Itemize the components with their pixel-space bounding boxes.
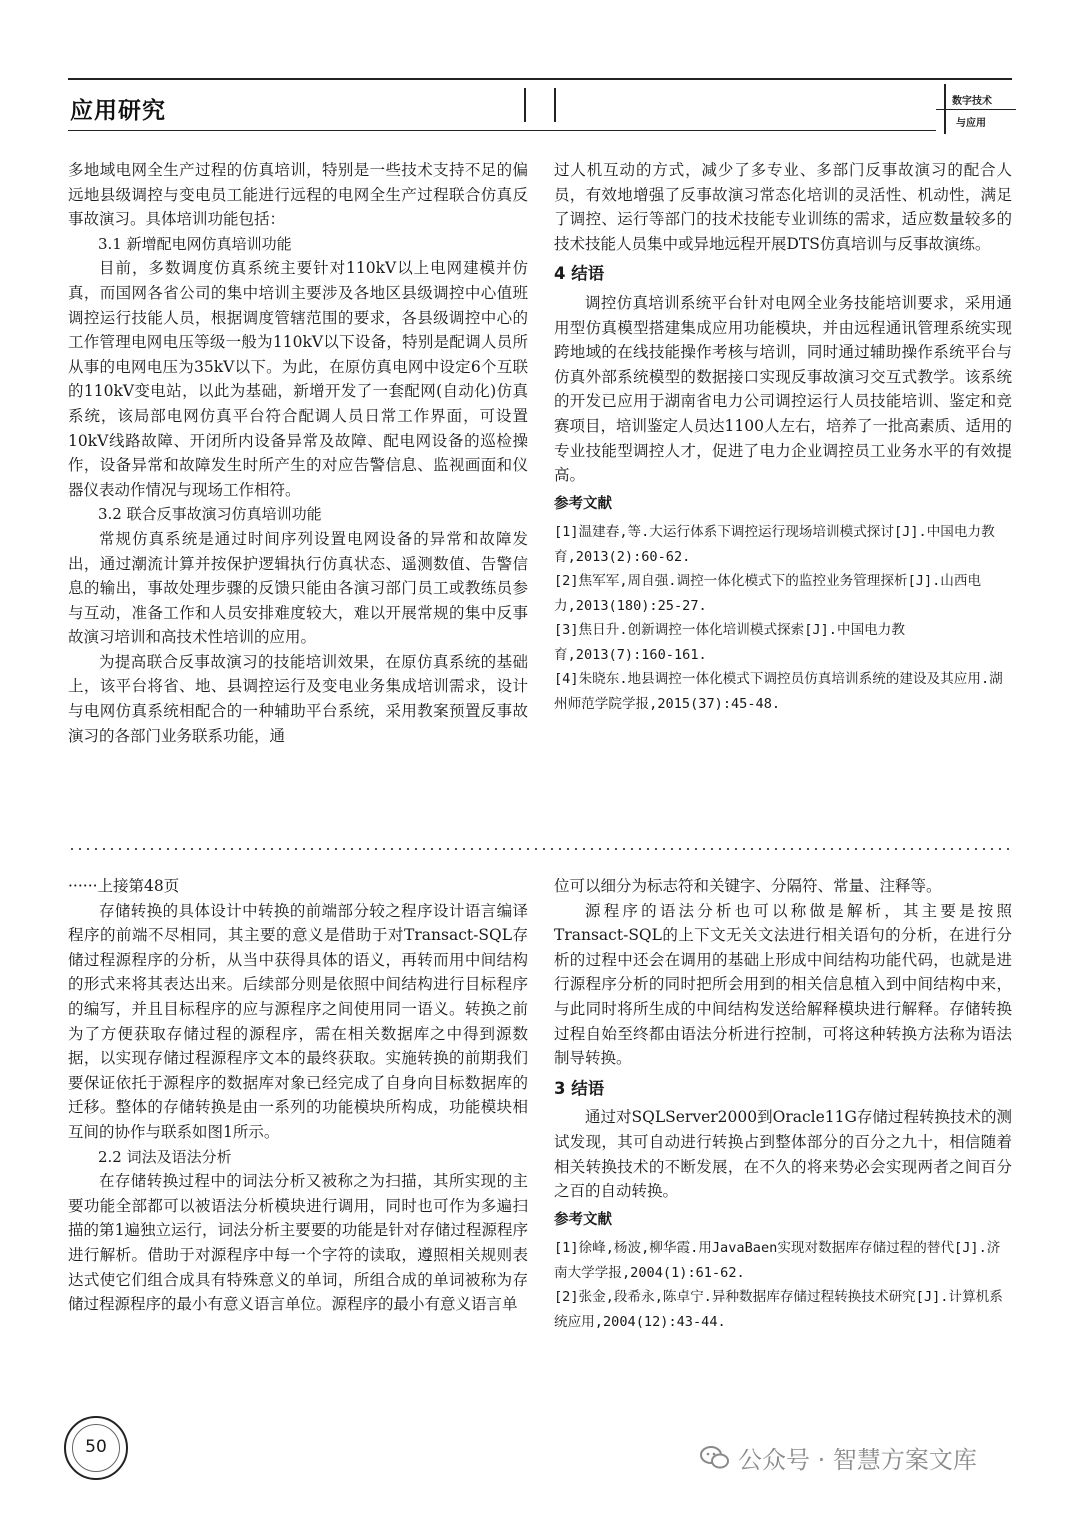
references-heading: 参考文献 bbox=[554, 495, 612, 512]
running-header bbox=[68, 78, 1012, 148]
reference-item: [2]张金,段希永,陈卓宁.异种数据库存储过程转换技术研究[J].计算机系统应用,2004(12):43-44. bbox=[554, 1289, 1003, 1330]
paragraph: 过人机互动的方式，减少了多专业、多部门反事故演习的配合人员，有效地增强了反事故演习常态化培训的灵活性、机动性，满足了调控、运行等部门的技术技能专业训练的需求，适应数量较多的技术技能人员集中或异地远程开展DTS仿真培训与反事故演练。 bbox=[554, 161, 1012, 253]
article-column-bottom-right bbox=[554, 874, 1012, 1334]
header-divider bbox=[524, 88, 526, 122]
paragraph: 在存储转换过程中的词法分析又被称之为扫描，其所实现的主要功能全部都可以被语法分析模块进行调用，同时也可作为多遍扫描的第1遍独立运行，词法分析主要要的功能是针对存储过程源程序进行解析。借助于对源程序中每一个字符的读取，遵照相关规则表达式使它们组合成具有特殊意义的单词，所组合成的单词被称为存储过程源程序的最小有意义语言单位。源程序的最小有意义语言单 bbox=[68, 1172, 528, 1314]
paragraph: 位可以细分为标志符和关键字、分隔符、常量、注释等。 bbox=[554, 877, 942, 895]
paragraph: 调控仿真培训系统平台针对电网全业务技能培训要求，采用通用型仿真模型搭建集成应用功能模块，并由远程通讯管理系统实现跨地域的在线技能操作考核与培训，同时通过辅助操作系统平台与仿真外部系统模型的数据接口实现反事故演习交互式教学。该系统的开发已应用于湖南省电力公司调控运行人员技能培训、鉴定和竞赛项目，培训鉴定人员达1100人左右，培养了一批高素质、适用的专业技能型调控人才，促进了电力企业调控员工业务水平的有效提高。 bbox=[554, 293, 1012, 485]
journal-logo-line2: 与应用 bbox=[956, 118, 986, 129]
header-divider bbox=[554, 88, 556, 122]
dotted-separator bbox=[68, 848, 1012, 850]
references-heading: 参考文献 bbox=[554, 1211, 612, 1228]
watermark-text: 公众号 · 智慧方案文库 bbox=[738, 1446, 977, 1474]
section-heading: 3 结语 bbox=[554, 1078, 605, 1098]
page-number-badge bbox=[64, 1416, 128, 1480]
article-column-top-right bbox=[554, 158, 1012, 716]
reference-item: [4]朱晓东.地县调控一体化模式下调控员仿真培训系统的建设及其应用.湖州师范学院学报,2015(37):45-48. bbox=[554, 671, 1003, 712]
reference-item: [1]徐峰,杨波,柳华霞.用JavaBaen实现对数据库存储过程的替代[J].济南大学学报,2004(1):61-62. bbox=[554, 1240, 1001, 1281]
paragraph: 目前，多数调度仿真系统主要针对110kV以上电网建模并仿真，而国网各省公司的集中培训主要涉及各地区县级调控中心值班调控运行技能人员，根据调度管辖范围的要求，各县级调控中心的工作管理电网电压等级一般为110kV以下设备，特别是配调人员所从事的电网电压为35kV以下。为此，在原仿真电网中设定6个互联的110kV变电站，以此为基础，新增开发了一套配网(自动化)仿真系统，该局部电网仿真平台符合配调人员日常工作界面，可设置10kV线路故障、开闭所内设备异常及故障、配电网设备的巡检操作，设备异常和故障发生时所产生的对应告警信息、监视画面和仪器仪表动作情况与现场工作相符。 bbox=[68, 259, 528, 499]
page-number: 50 bbox=[85, 1437, 107, 1457]
header-bottom-rule bbox=[68, 130, 936, 131]
reference-item: [1]温建春,等.大运行体系下调控运行现场培训模式探讨[J].中国电力教育,2013(2):60-62. bbox=[554, 524, 995, 565]
journal-logo-line1: 数字技术 bbox=[952, 96, 992, 107]
paragraph: 源程序的语法分析也可以称做是解析，其主要是按照Transact-SQL的上下文无关文法进行相关语句的分析，在进行分析的过程中还会在调用的基础上形成中间结构功能代码，也就是进行源程序分析的同时把所会用到的相关信息植入到中间结构中来，与此同时将所生成的中间结构发送给解释模块进行解释。存储转换过程自始至终都由语法分析进行控制，可将这种转换方法称为语法制导转换。 bbox=[554, 901, 1012, 1068]
subsection-heading: 2.2 词法及语法分析 bbox=[98, 1147, 232, 1166]
subsection-heading: 3.1 新增配电网仿真培训功能 bbox=[98, 234, 292, 253]
article-column-top-left bbox=[68, 158, 528, 748]
paragraph: 存储转换的具体设计中转换的前端部分较之程序设计语言编译程序的前端不尽相同，其主要的意义是借助于对Transact-SQL存储过程源程序的分析，从当中获得具体的语义，再转而用中间结构的形式来将其表达出来。后续部分则是依照中间结构进行目标程序的编写，并且目标程序的应与源程序之间使用同一语义。转换之前为了方便获取存储过程的源程序，需在相关数据库之中得到源数据，以实现存储过程源程序文本的最终获取。实施转换的前期我们要保证依托于源程序的数据库对象已经完成了自身向目标数据库的迁移。整体的存储转换是由一系列的功能模块所构成，功能模块相互间的协作与联系如图1所示。 bbox=[68, 901, 528, 1141]
header-top-rule bbox=[68, 78, 1012, 80]
wechat-icon bbox=[700, 1445, 730, 1471]
subsection-heading: 3.2 联合反事故演习仿真培训功能 bbox=[98, 505, 322, 524]
continuation-note: ······上接第48页 bbox=[68, 877, 180, 895]
section-heading: 4 结语 bbox=[554, 264, 605, 284]
section-title: 应用研究 bbox=[70, 98, 166, 124]
paragraph: 多地域电网全生产过程的仿真培训，特别是一些技术支持不足的偏远地县级调控与变电员工能进行远程的电网全生产过程联合仿真反事故演习。具体培训功能包括： bbox=[68, 161, 528, 229]
paragraph: 通过对SQLServer2000到Oracle11G存储过程转换技术的测试发现，其可自动进行转换占到整体部分的百分之九十，相信随着相关转换技术的不断发展，在不久的将来势必会实现两者之间百分之百的自动转换。 bbox=[554, 1108, 1012, 1201]
paragraph: 常规仿真系统是通过时间序列设置电网设备的异常和故障发出，通过潮流计算并按保护逻辑执行仿真状态、遥测数值、告警信息的输出，事故处理步骤的反馈只能由各演习部门员工或教练员参与互动，准备工作和人员安排难度较大，难以开展常规的集中反事故演习培训和高技术性培训的应用。 bbox=[68, 529, 528, 647]
journal-logo bbox=[936, 84, 1016, 134]
paragraph: 为提高联合反事故演习的技能培训效果，在原仿真系统的基础上，该平台将省、地、县调控运行及变电业务集成培训需求，设计与电网仿真系统相配合的一种辅助平台系统，采用教案预置反事故演习的各部门业务联系功能，通 bbox=[68, 652, 528, 745]
article-column-bottom-left bbox=[68, 874, 528, 1317]
wechat-watermark bbox=[700, 1440, 977, 1475]
reference-item: [2]焦军军,周自强.调控一体化模式下的监控业务管理探析[J].山西电力,2013(180):25-27. bbox=[554, 573, 982, 614]
reference-item: [3]焦日升.创新调控一体化培训模式探索[J].中国电力教育,2013(7):160-161. bbox=[554, 622, 905, 663]
